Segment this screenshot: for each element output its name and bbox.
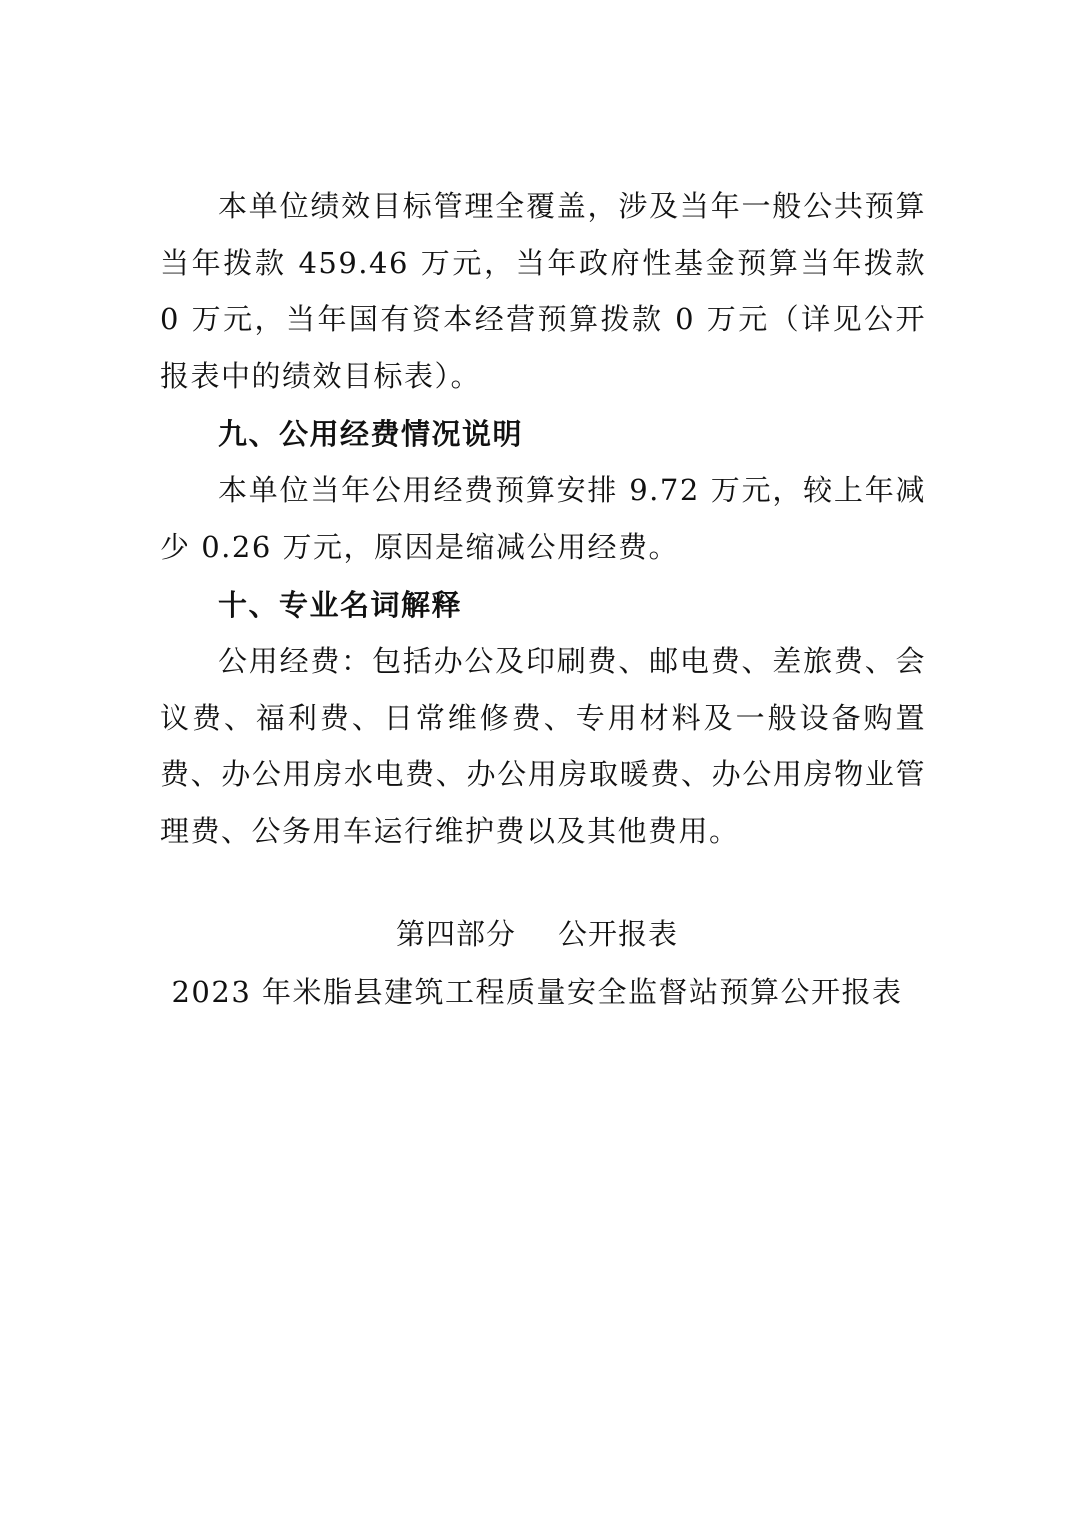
section-10-heading: 十、专业名词解释 — [218, 588, 463, 622]
report-title: 2023 年米脂县建筑工程质量安全监督站预算公开报表 — [171, 975, 903, 1009]
part-4-title — [0, 912, 1074, 956]
section-10-text: 公用经费：包括办公及印刷费、邮电费、差旅费、会议费、福利费、日常维修费、专用材料及一般设备购置费、办公用房水电费、办公用房取暖费、办公用房物业管理费、公务用车运行维护费以及其他费用。 — [160, 644, 926, 848]
part-4-label: 第四部分 — [395, 917, 516, 951]
performance-paragraph: 本单位绩效目标管理全覆盖，涉及当年一般公共预算当年拨款 459.46 万元，当年政府性基金预算当年拨款 0 万元，当年国有资本经营预算拨款 0 万元（详见公开报表中的绩效目标表）。 — [160, 189, 926, 393]
document-body — [160, 178, 926, 859]
section-9-heading: 九、公用经费情况说明 — [218, 417, 524, 451]
section-9-text: 本单位当年公用经费预算安排 9.72 万元，较上年减少 0.26 万元，原因是缩减公用经费。 — [160, 473, 926, 564]
part-4-name: 公开报表 — [558, 917, 679, 951]
